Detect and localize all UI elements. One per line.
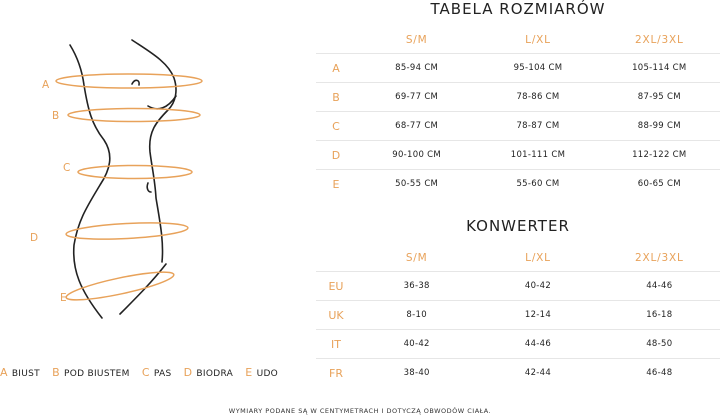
size-header-sm: S/M: [405, 34, 428, 46]
table-cell: 38-40: [403, 368, 430, 378]
table-cell: 44-46: [524, 339, 552, 349]
body-front-outline: [132, 40, 176, 262]
table-cell: 8-10: [406, 310, 427, 320]
table-cell: 68-77 CM: [395, 121, 439, 131]
navel-mark: [147, 183, 151, 192]
table-cell: 16-18: [646, 310, 673, 320]
table-row: [316, 53, 720, 82]
row-label: FR: [329, 366, 343, 380]
table-cell: 44-46: [646, 281, 673, 291]
converter-header-lxl: L/XL: [525, 252, 551, 264]
figure-label-e: E: [60, 292, 67, 304]
nipple-mark: [132, 80, 139, 85]
table-row: [316, 300, 720, 329]
table-cell: 60-65 CM: [637, 179, 681, 189]
row-label: EU: [328, 279, 344, 293]
row-label: D: [331, 148, 341, 162]
measurement-legend: [0, 366, 300, 379]
legend-item-udo: E UDO: [245, 366, 279, 379]
table-row: [316, 169, 720, 198]
table-cell: 101-111 CM: [510, 150, 566, 160]
legend-item-pas: C PAS: [141, 366, 172, 379]
measure-ring-b: [68, 109, 200, 122]
row-label: UK: [328, 308, 344, 322]
table-cell: 78-87 CM: [516, 121, 560, 131]
table-cell: 69-77 CM: [395, 92, 439, 102]
size-header-lxl: L/XL: [525, 34, 551, 46]
table-cell: 95-104 CM: [513, 63, 563, 73]
figure-label-d: D: [30, 232, 39, 244]
table-cell: 12-14: [524, 310, 552, 320]
footnote: WYMIARY PODANE SĄ W CENTYMETRACH I DOTYCZĄ OBWODÓW CIAŁA.: [228, 407, 492, 415]
table-cell: 46-48: [646, 368, 673, 378]
body-measurement-figure: [0, 0, 300, 345]
table-row: [316, 82, 720, 111]
row-label: IT: [331, 337, 341, 351]
measure-ring-c: [78, 166, 192, 179]
table-row: [316, 358, 720, 387]
row-label: E: [332, 177, 340, 191]
figure-label-c: C: [63, 162, 71, 174]
table-cell: 78-86 CM: [516, 92, 560, 102]
figure-label-b: B: [52, 110, 60, 122]
measure-ring-d: [66, 220, 189, 241]
table-row: [316, 140, 720, 169]
figure-label-a: A: [42, 79, 50, 91]
size-header-2xl3xl: 2XL/3XL: [635, 34, 684, 46]
table-cell: 112-122 CM: [632, 150, 687, 160]
converter-header-2xl3xl: 2XL/3XL: [635, 252, 684, 264]
legend-item-biust: A BIUST: [0, 366, 40, 379]
breast-line: [148, 96, 176, 109]
size-table-header: [316, 27, 720, 53]
table-cell: 40-42: [524, 281, 552, 291]
measure-ring-a: [56, 74, 202, 88]
table-row: [316, 329, 720, 358]
table-row: [316, 111, 720, 140]
table-row: [316, 271, 720, 300]
legend-item-pod-biustem: B POD BIUSTEM: [52, 366, 130, 379]
converter-table: [316, 245, 720, 387]
table-cell: 48-50: [646, 339, 673, 349]
table-cell: 40-42: [403, 339, 430, 349]
table-cell: 87-95 CM: [637, 92, 681, 102]
table-cell: 85-94 CM: [395, 63, 439, 73]
row-label: C: [332, 119, 340, 133]
table-cell: 105-114 CM: [632, 63, 687, 73]
table-cell: 36-38: [403, 281, 430, 291]
converter-table-header: [316, 245, 720, 271]
table-cell: 42-44: [524, 368, 552, 378]
table-cell: 55-60 CM: [516, 179, 560, 189]
table-cell: 50-55 CM: [395, 179, 439, 189]
row-label: A: [332, 61, 340, 75]
row-label: B: [332, 90, 340, 104]
converter-title: KONWERTER: [466, 217, 570, 235]
table-cell: 88-99 CM: [637, 121, 681, 131]
size-table-title: TABELA ROZMIARÓW: [430, 0, 606, 18]
converter-header-sm: S/M: [405, 252, 428, 264]
size-table: [316, 27, 720, 198]
legend-item-biodra: D BIODRA: [183, 366, 234, 379]
table-cell: 90-100 CM: [392, 150, 442, 160]
